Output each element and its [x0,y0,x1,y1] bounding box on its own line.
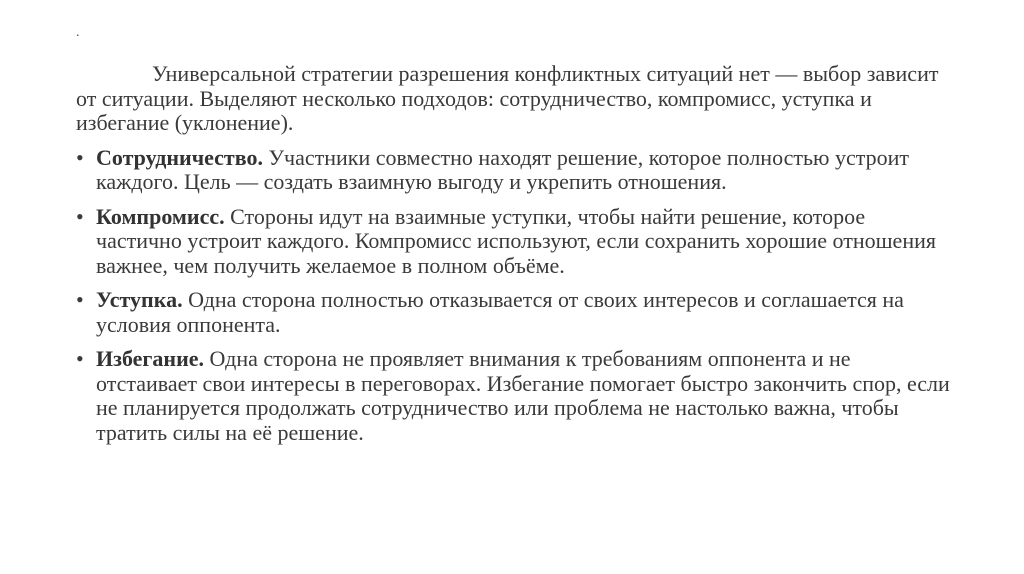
list-item-avoidance [76,347,956,445]
list-item-cooperation [76,146,956,195]
description-cooperation: Участники совместно находят решение, которое полностью устроит каждого. Цель — создать взаимную выгоду и укрепить отношения. [96,144,910,194]
bullet-icon: • [76,287,84,312]
list-item-concession [76,288,956,337]
term-concession: Уступка. [96,287,183,312]
approaches-list [76,146,956,446]
description-concession: Одна сторона полностью отказывается от своих интересов и соглашается на условия оппонента. [96,287,904,337]
description-avoidance: Одна сторона не проявляет внимания к требованиям оппонента и не отстаивает свои интересы в переговорах. Избегание помогает быстро закончить спор, если не планируется продолжать сотрудничество или проблема не настолько важна, чтобы тратить силы на её решение. [96,346,950,445]
description-compromise: Стороны идут на взаимные уступки, чтобы найти решение, которое частично устроит каждого. Компромисс используют, если сохранить хорошие отношения важнее, чем получить желаемое в полном объёме. [96,203,936,278]
list-item-compromise [76,205,956,279]
slide-mark: . [76,25,80,40]
slide-content [76,62,956,455]
bullet-icon: • [76,346,84,371]
term-cooperation: Сотрудничество. [96,144,263,170]
bullet-icon: • [76,203,84,229]
term-avoidance: Избегание. [96,346,205,371]
bullet-icon: • [76,144,84,170]
intro-paragraph: Универсальной стратегии разрешения конфликтных ситуаций нет — выбор зависит от ситуации. Выделяют несколько подходов: сотрудничество, компромисс, уступка и избегание (уклонение). [76,61,939,135]
term-compromise: Компромисс. [96,203,225,229]
